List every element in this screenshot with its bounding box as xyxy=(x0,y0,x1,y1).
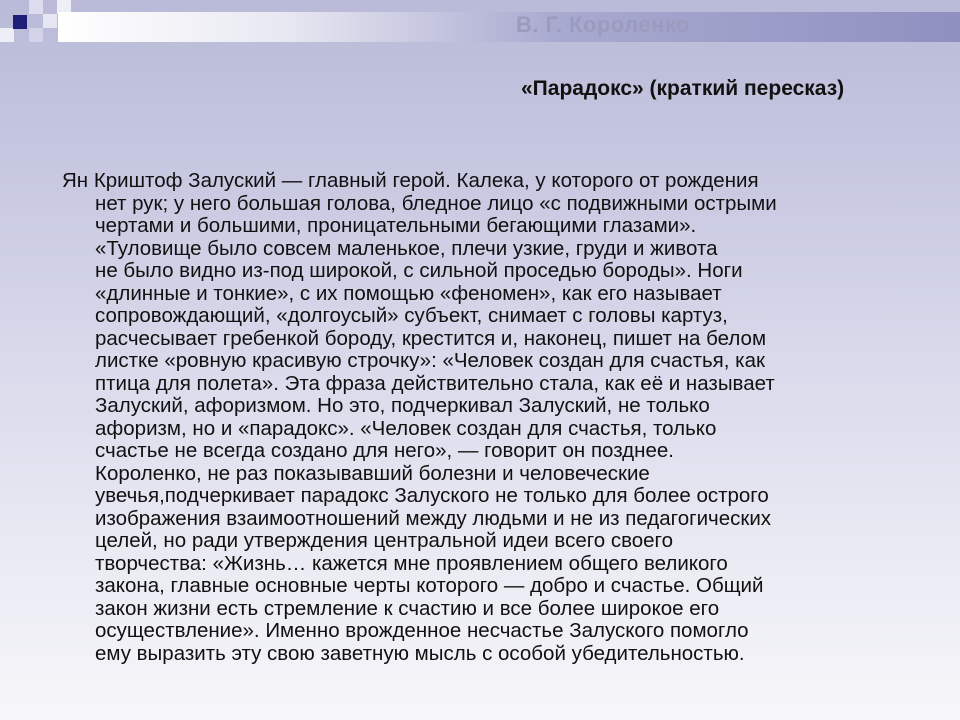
decorative-square xyxy=(43,14,57,28)
body-line: афоризм, но и «парадокс». «Человек создан для счастья, только xyxy=(95,416,717,440)
body-line: «Туловище было совсем маленькое, плечи узкие, груди и живота xyxy=(95,236,718,260)
body-line: ему выразить эту свою заветную мысль с особой убедительностью. xyxy=(95,641,745,665)
body-line: птица для полета». Эта фраза действительно стала, как её и называет xyxy=(95,371,775,395)
body-line: не было видно из-под широкой, с сильной проседью бороды». Ноги xyxy=(95,259,743,282)
body-line: «длинные и тонкие», с их помощью «феномен», как его называет xyxy=(95,281,722,305)
body-line: закона, главные основные черты которого — добро и счастье. Общий xyxy=(95,574,764,597)
decorative-square xyxy=(29,28,43,42)
body-line: закон жизни есть стремление к счастию и все более широкое его xyxy=(95,596,720,620)
decorative-square xyxy=(0,28,14,42)
bullet-square-icon xyxy=(13,15,27,29)
body-text xyxy=(62,170,902,665)
body-line: листке «ровную красивую строчку»: «Человек создан для счастья, как xyxy=(95,349,765,372)
body-line: чертами и большими, проницательными бегающими глазами». xyxy=(95,214,697,237)
body-line: Залуский, афоризмом. Но это, подчеркивал Залуский, не только xyxy=(95,394,710,417)
body-line: целей, но ради утверждения центральной идеи всего своего xyxy=(95,529,673,552)
body-line: счастье не всегда создано для него», — говорит он позднее. xyxy=(95,439,674,462)
header-bar xyxy=(58,12,960,42)
author-name: В. Г. Короленко xyxy=(516,12,691,37)
body-line: сопровождающий, «долгоусый» субъект, снимает с головы картуз, xyxy=(95,304,728,327)
decorative-square xyxy=(29,0,43,14)
body-line: осуществление». Именно врожденное несчастье Залуского помогло xyxy=(95,619,749,642)
body-line: нет рук; у него большая голова, бледное лицо «с подвижными острыми xyxy=(95,191,777,215)
body-line: Короленко, не раз показывавший болезни и человеческие xyxy=(95,461,650,485)
body-line: расчесывает гребенкой бороду, крестится и, наконец, пишет на белом xyxy=(95,326,767,350)
body-line: творчества: «Жизнь… кажется мне проявлением общего великого xyxy=(95,551,728,575)
slide-title: «Парадокс» (краткий пересказ) xyxy=(521,77,845,100)
body-line: Ян Криштоф Залуский — главный герой. Калека, у которого от рождения xyxy=(62,169,759,192)
body-line: изображения взаимоотношений между людьми и не из педагогических xyxy=(95,506,772,530)
body-line: увечья,подчеркивает парадокс Залуского не только для более острого xyxy=(95,484,769,507)
